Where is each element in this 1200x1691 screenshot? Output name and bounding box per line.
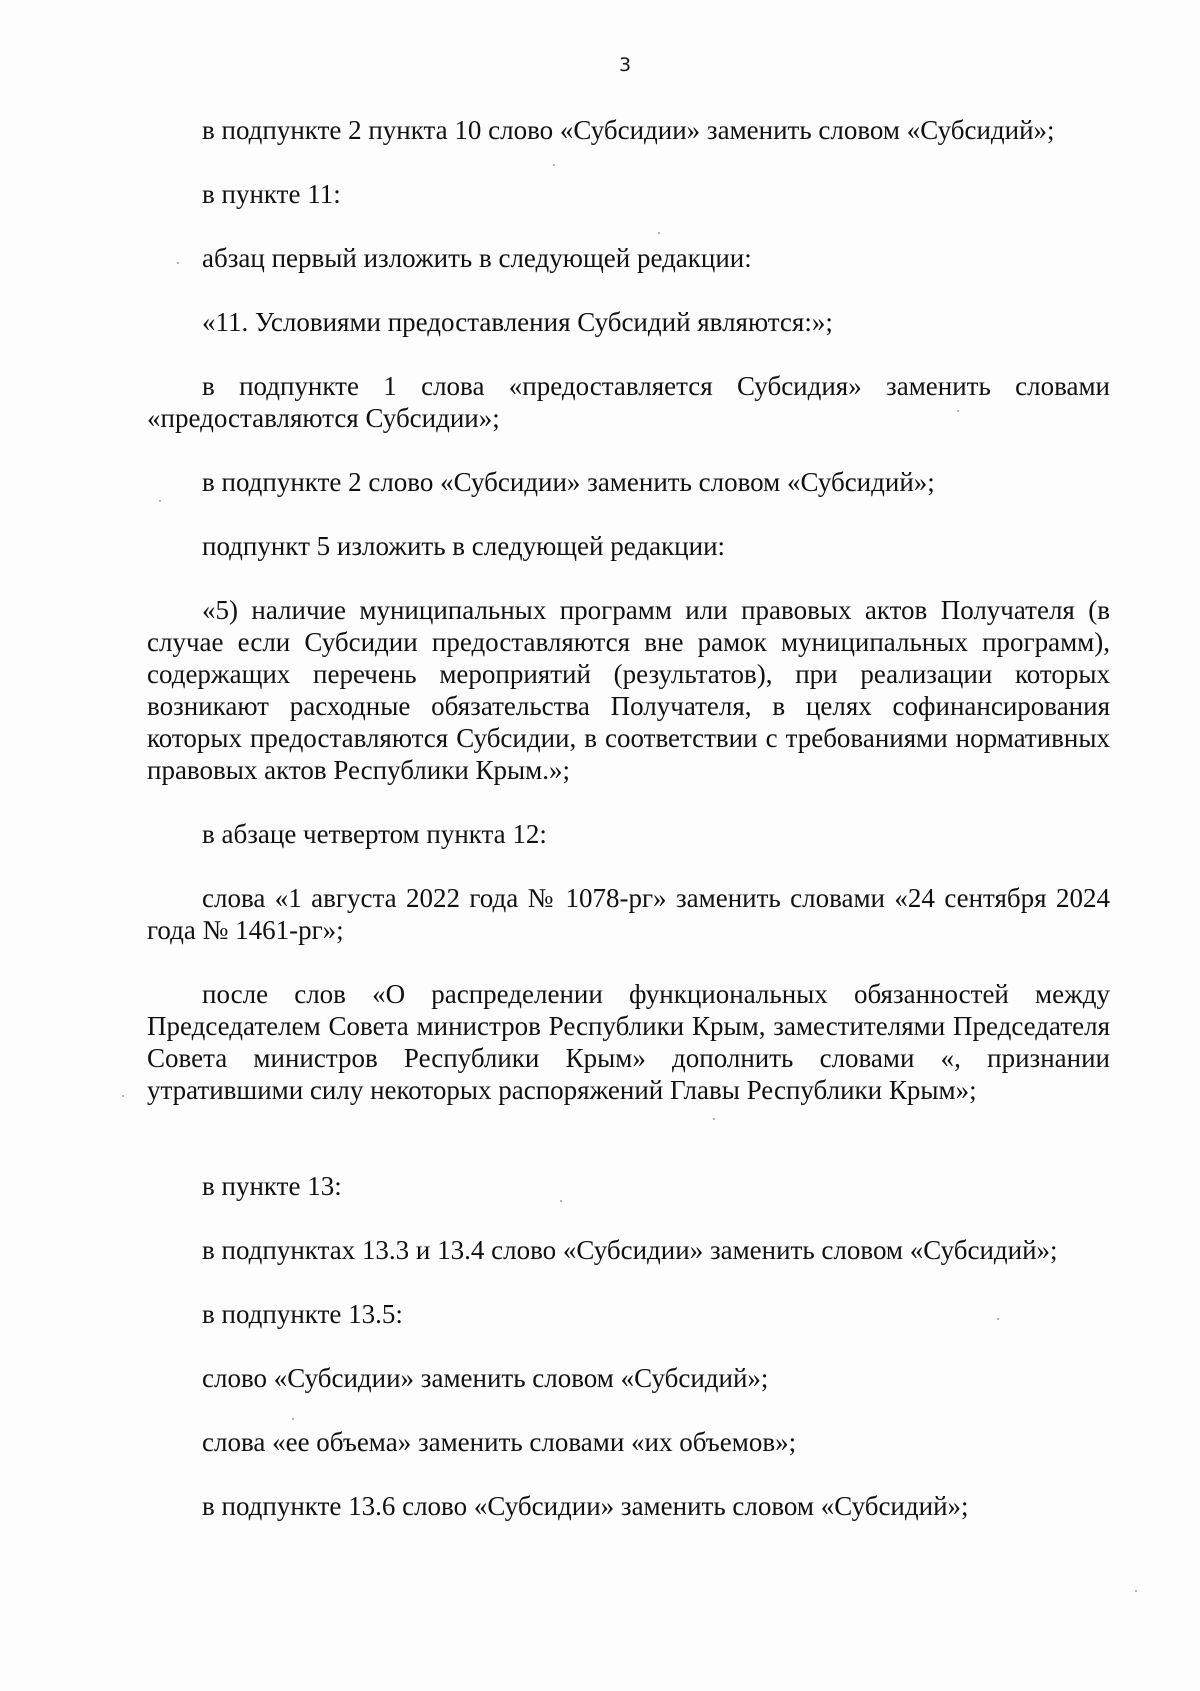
paragraph-14: в подпункте 13.5: [202, 1299, 403, 1329]
paragraph-11: после слов «О распределении функциональных обязанностей между Председателем Совета министров Республики Крым, заместителями Председателя Совета министров Республики Крым» дополнить словами «, признании утратившими силу некоторых распоряжений Главы Республики Крым»; [147, 979, 1110, 1105]
scan-speck [997, 1318, 999, 1320]
page-number: 3 [618, 54, 632, 76]
paragraph-13: в подпунктах 13.3 и 13.4 слово «Субсидии» заменить словом «Субсидий»; [202, 1235, 1058, 1265]
paragraph-12: в пункте 13: [202, 1171, 342, 1201]
scan-speck [122, 1095, 124, 1097]
paragraph-4: «11. Условиями предоставления Субсидий являются:»; [202, 307, 833, 337]
paragraph-5: в подпункте 1 слова «предоставляется Субсидия» заменить словами «предоставляются Субсидии»; [147, 371, 1110, 433]
scan-speck [177, 262, 179, 264]
paragraph-6: в подпункте 2 слово «Субсидии» заменить словом «Субсидий»; [202, 467, 935, 497]
paragraph-15: слово «Субсидии» заменить словом «Субсидий»; [202, 1363, 769, 1393]
paragraph-7: подпункт 5 изложить в следующей редакции: [202, 531, 726, 561]
paragraph-17: в подпункте 13.6 слово «Субсидии» заменить словом «Субсидий»; [202, 1491, 969, 1521]
scan-speck [292, 1418, 294, 1420]
paragraph-3: абзац первый изложить в следующей редакции: [202, 243, 752, 273]
scan-speck [658, 232, 660, 234]
scan-speck [713, 1118, 715, 1120]
scan-speck [159, 500, 161, 502]
paragraph-16: слова «ее объема» заменить словами «их объемов»; [202, 1427, 797, 1457]
scan-speck [957, 410, 959, 412]
scan-speck [553, 164, 555, 166]
paragraph-10: слова «1 августа 2022 года № 1078-рг» заменить словами «24 сентября 2024 года № 1461-рг»; [147, 883, 1110, 945]
scan-speck [1135, 1590, 1137, 1592]
paragraph-8: «5) наличие муниципальных программ или правовых актов Получателя (в случае если Субсидии предоставляются вне рамок муниципальных программ), содержащих перечень мероприятий (результатов), при реализации которых возникают расходные обязательства Получателя, в целях софинансирования которых предоставляются Субсидии, в соответствии с требованиями нормативных правовых актов Республики Крым.»; [147, 595, 1110, 785]
scan-speck [560, 1200, 562, 1202]
paragraph-1: в подпункте 2 пункта 10 слово «Субсидии» заменить словом «Субсидий»; [202, 115, 1055, 145]
paragraph-9: в абзаце четвертом пункта 12: [202, 819, 547, 849]
paragraph-2: в пункте 11: [202, 179, 341, 209]
